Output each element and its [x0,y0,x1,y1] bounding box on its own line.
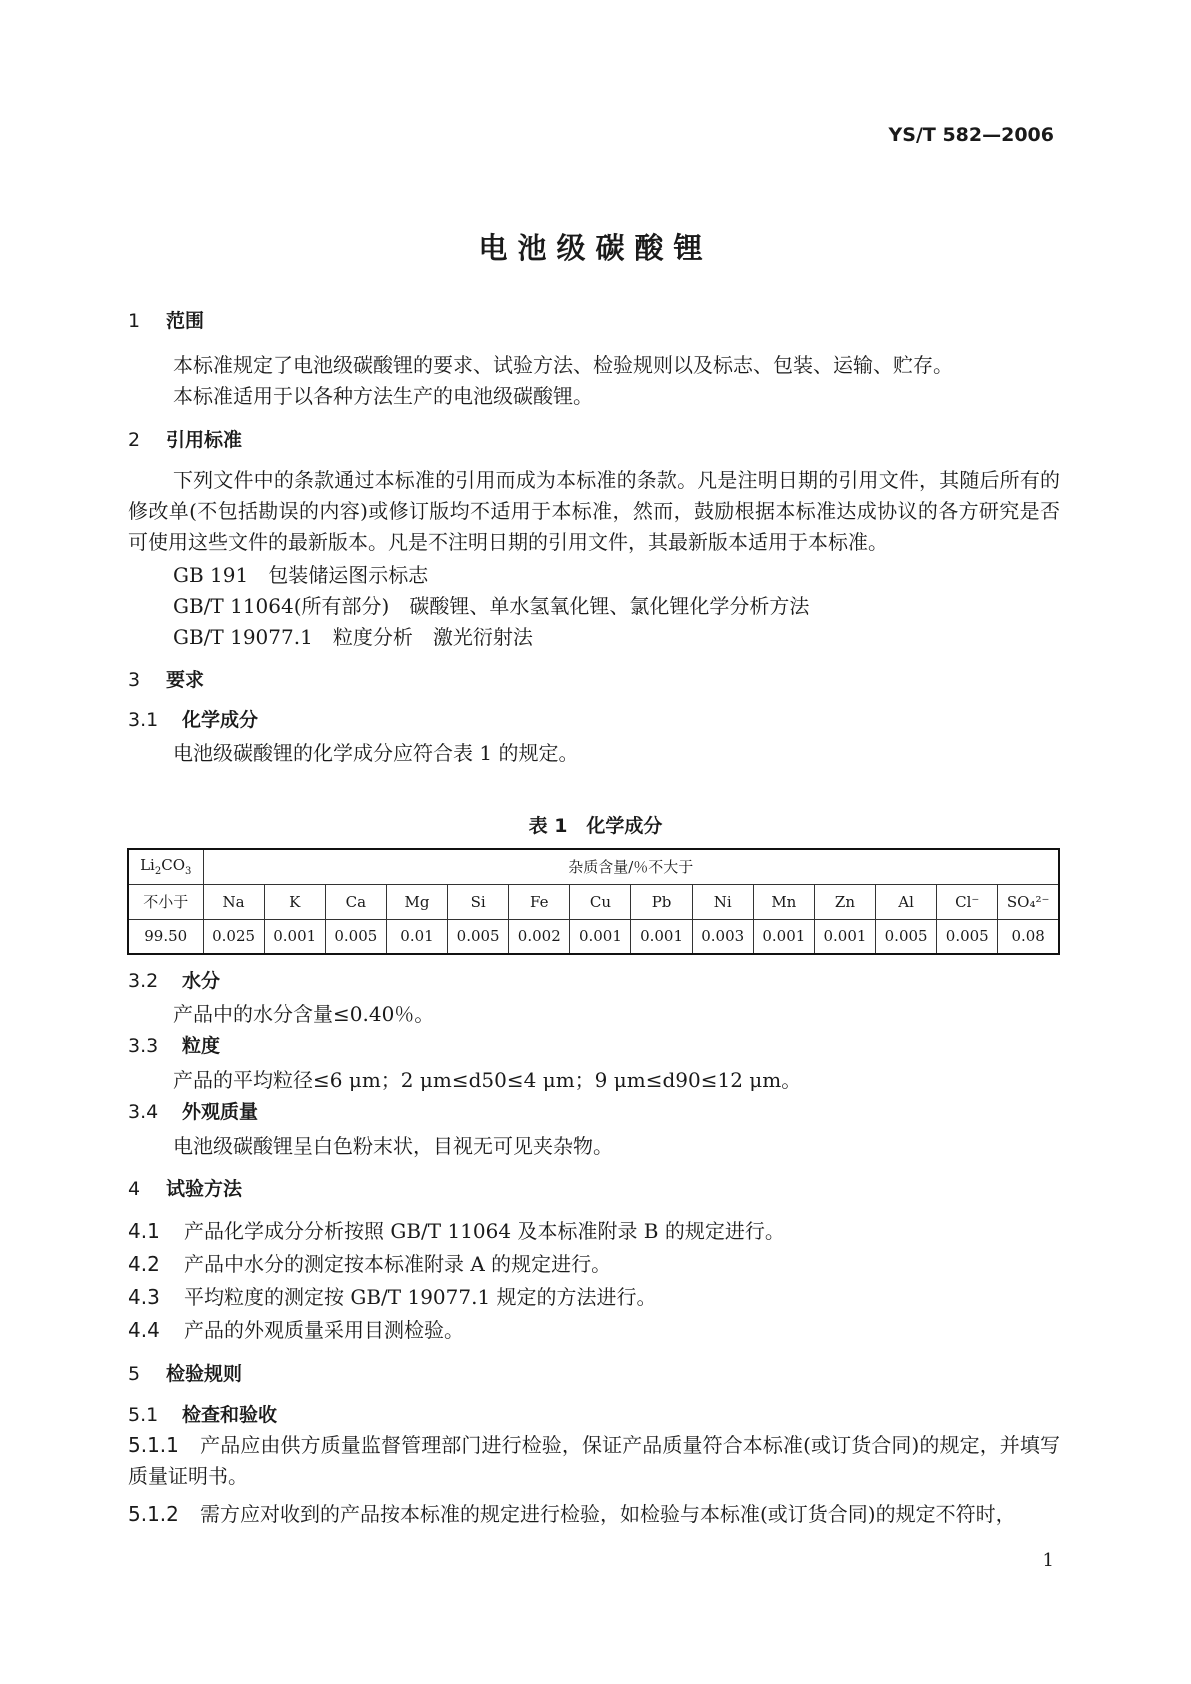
table-cell: 0.003 [692,919,753,954]
column-header: Zn [814,884,875,919]
li2co3-min-label: 不小于 [128,884,203,919]
section-3-3-heading: 3.3 粒度 [128,1035,221,1057]
test-method-item: 4.2 产品中水分的测定按本标准附录 A 的规定进行。 [128,1252,612,1276]
section-3-heading: 3 要求 [128,669,205,691]
column-header: Al [876,884,937,919]
section-3-3-text: 产品的平均粒径≤6 μm；2 μm≤d50≤4 μm；9 μm≤d90≤12 μm。 [173,1068,802,1092]
standard-code: YS/T 582—2006 [888,124,1054,146]
reference-item: GB/T 19077.1 粒度分析 激光衍射法 [173,625,533,649]
section-1-para-1: 本标准规定了电池级碳酸锂的要求、试验方法、检验规则以及标志、包装、运输、贮存。 [173,353,953,377]
table-cell: 0.005 [937,919,998,954]
chemical-composition-table [127,848,1060,955]
table-cell: 0.001 [264,919,325,954]
section-4-heading: 4 试验方法 [128,1178,243,1200]
column-header: Ca [325,884,386,919]
section-3-4-heading: 3.4 外观质量 [128,1101,259,1123]
section-5-1-1-paragraph: 5.1.1 产品应由供方质量监督管理部门进行检验，保证产品质量符合本标准(或订货合同)的规定，并填写质量证明书。 [128,1433,1060,1488]
test-method-item: 4.4 产品的外观质量采用目测检验。 [128,1318,464,1342]
column-header: Pb [631,884,692,919]
section-3-2-heading: 3.2 水分 [128,970,221,992]
li2co3-header: $Li_2CO_3$ [128,849,203,884]
column-header: K [264,884,325,919]
test-method-item: 4.1 产品化学成分分析按照 GB/T 11064 及本标准附录 B 的规定进行。 [128,1219,785,1243]
section-5-1-2-paragraph: 5.1.2 需方应对收到的产品按本标准的规定进行检验，如检验与本标准(或订货合同)的规定不符时， [128,1502,1016,1526]
table-cell: 0.001 [570,919,631,954]
test-method-item: 4.3 平均粒度的测定按 GB/T 19077.1 规定的方法进行。 [128,1285,657,1309]
impurity-header: 杂质含量/％不大于 [203,849,1059,884]
table-cell: 0.001 [631,919,692,954]
column-header: Mn [753,884,814,919]
reference-item: GB 191 包装储运图示标志 [173,563,429,587]
table-cell: 0.005 [876,919,937,954]
reference-item: GB/T 11064(所有部分) 碳酸锂、单水氢氧化锂、氯化锂化学分析方法 [173,594,810,618]
section-3-1-text: 电池级碳酸锂的化学成分应符合表 1 的规定。 [173,741,579,765]
section-2-heading: 2 引用标准 [128,429,243,451]
table-cell: 0.005 [325,919,386,954]
section-3-2-text: 产品中的水分含量≤0.40％。 [173,1002,435,1026]
section-1-heading: 1 范围 [128,310,205,332]
page-number: 1 [1042,1550,1054,1571]
document-title: 电池级碳酸锂 [478,231,713,265]
section-5-heading: 5 检验规则 [128,1363,243,1385]
table-cell: 0.01 [386,919,447,954]
column-header: Cu [570,884,631,919]
li2co3-value: 99.50 [128,919,203,954]
section-5-1-heading: 5.1 检查和验收 [128,1404,278,1426]
table-cell: 0.001 [753,919,814,954]
table-cell: 0.025 [203,919,264,954]
column-header: Cl⁻ [937,884,998,919]
column-header: Na [203,884,264,919]
column-header: Mg [386,884,447,919]
column-header: Ni [692,884,753,919]
table-cell: 0.002 [509,919,570,954]
section-3-4-text: 电池级碳酸锂呈白色粉末状，目视无可见夹杂物。 [173,1134,613,1158]
column-header: Fe [509,884,570,919]
table-1-caption: 表 1 化学成分 [528,815,663,837]
column-header: Si [448,884,509,919]
column-header: SO₄²⁻ [998,884,1059,919]
section-3-1-heading: 3.1 化学成分 [128,709,259,731]
table-cell: 0.005 [448,919,509,954]
table-cell: 0.08 [998,919,1059,954]
table-cell: 0.001 [814,919,875,954]
section-1-para-2: 本标准适用于以各种方法生产的电池级碳酸锂。 [173,384,593,408]
section-2-paragraph: 下列文件中的条款通过本标准的引用而成为本标准的条款。凡是注明日期的引用文件，其随后所有的修改单(不包括勘误的内容)或修订版均不适用于本标准，然而，鼓励根据本标准达成协议的各方研究是否可使用这些文件的最新版本。凡是不注明日期的引用文件，其最新版本适用于本标准。 [128,468,1060,554]
